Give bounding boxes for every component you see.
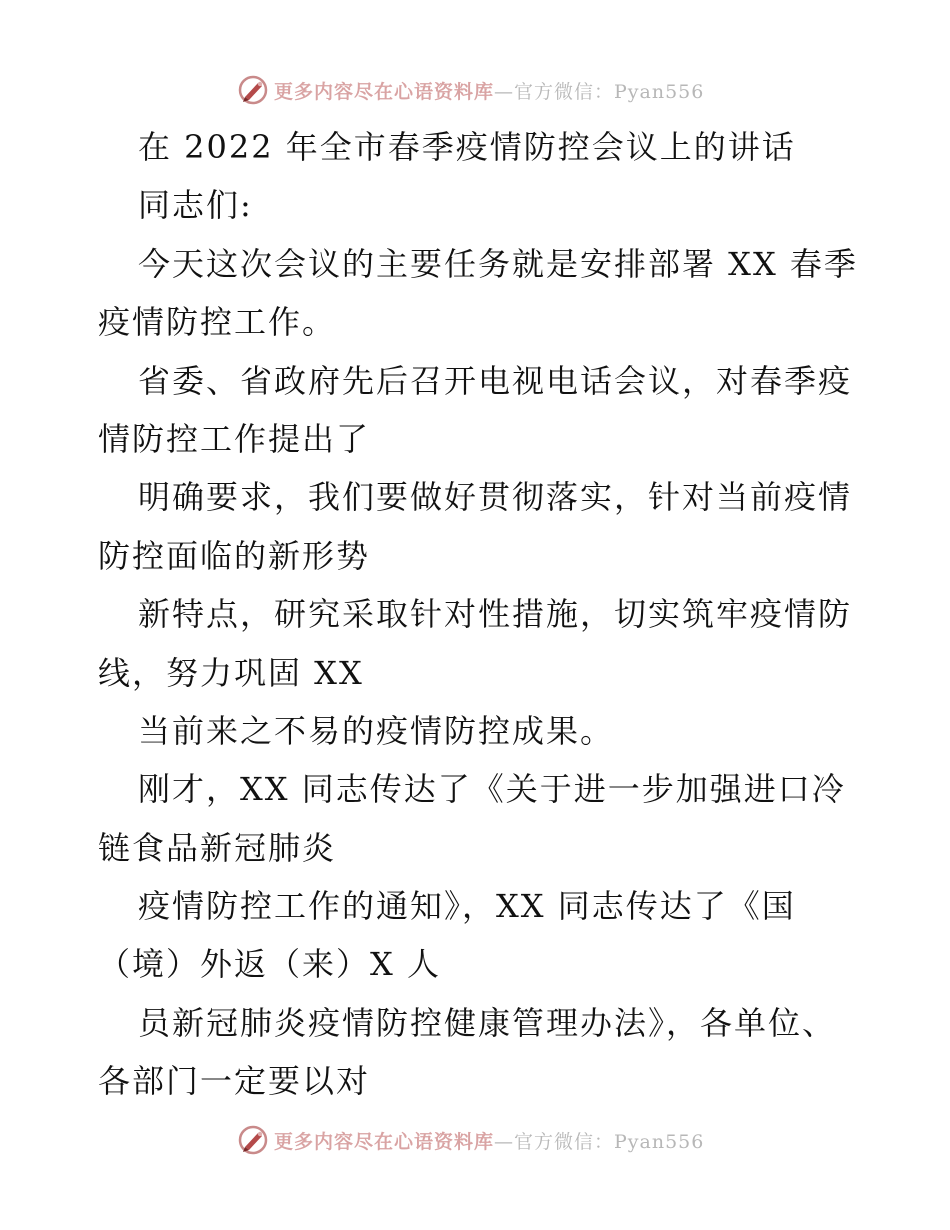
text-line: 新特点，研究采取针对性措施，切实筑牢疫情防	[138, 595, 853, 634]
text-line: 员新冠肺炎疫情防控健康管理办法》，各单位、	[138, 1003, 837, 1042]
text-line: 情防控工作提出了	[98, 419, 371, 458]
watermark-footer	[236, 1122, 704, 1158]
text-line: 省委、省政府先后召开电视电话会议，对春季疫	[138, 361, 853, 400]
text-line: 同志们:	[138, 186, 253, 225]
text-line: 各部门一定要以对	[98, 1062, 371, 1101]
text-line: 在 2022 年全市春季疫情防控会议上的讲话	[138, 128, 796, 166]
watermark-main-text: 更多内容尽在心语资料库	[274, 1130, 495, 1153]
brand-logo-icon	[236, 1123, 270, 1157]
text-line: 今天这次会议的主要任务就是安排部署 XX 春季	[138, 244, 858, 283]
watermark-main-text: 更多内容尽在心语资料库	[274, 80, 495, 103]
text-line: 线，努力巩固 XX	[98, 653, 364, 692]
document-body	[98, 118, 858, 1111]
text-line: 疫情防控工作的通知》，XX 同志传达了《国	[138, 887, 796, 926]
text-line: 疫情防控工作。	[98, 303, 337, 342]
text-line: 明确要求，我们要做好贯彻落实，针对当前疫情	[138, 478, 853, 517]
text-line: 当前来之不易的疫情防控成果。	[138, 711, 615, 750]
text-line: 刚才，XX 同志传达了《关于进一步加强进口冷	[138, 770, 846, 809]
text-line: 防控面临的新形势	[98, 536, 371, 575]
watermark-sub-text: —官方微信：Pyan556	[494, 80, 705, 103]
text-line: （境）外返（来）X 人	[98, 945, 441, 984]
watermark-sub-text: —官方微信：Pyan556	[494, 1130, 705, 1153]
watermark-header	[236, 72, 704, 108]
brand-logo-icon	[236, 73, 270, 107]
text-line: 链食品新冠肺炎	[98, 828, 337, 867]
